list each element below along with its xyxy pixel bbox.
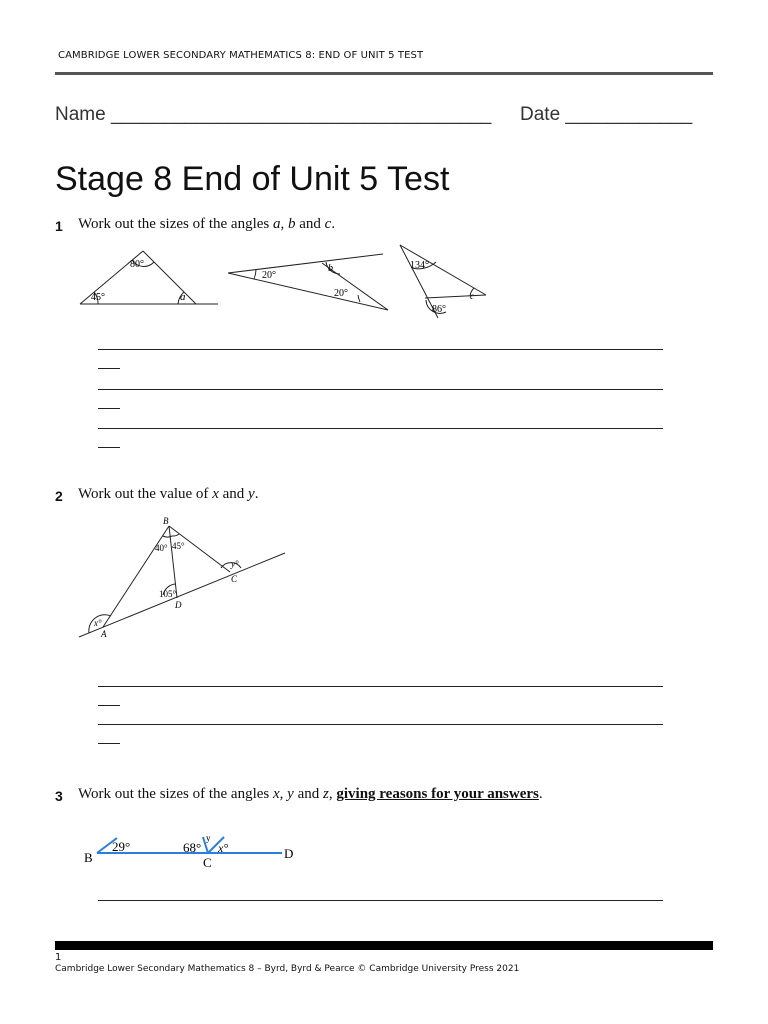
q2-label: A bbox=[101, 629, 107, 639]
question-2-diagram bbox=[75, 512, 290, 642]
date-label: Date bbox=[520, 104, 561, 125]
answer-line[interactable] bbox=[98, 349, 663, 350]
q3-label: y bbox=[206, 833, 211, 843]
q1-var-b: b bbox=[288, 216, 296, 232]
answer-line[interactable] bbox=[98, 389, 663, 390]
date-field bbox=[520, 104, 692, 126]
q1-text-part: . bbox=[331, 216, 336, 232]
q3-text-part: . bbox=[538, 786, 543, 802]
name-blank[interactable]: ____________________________________ bbox=[110, 104, 492, 125]
q2-var-x: x bbox=[212, 486, 219, 502]
answer-line[interactable] bbox=[98, 686, 663, 687]
q2-text-part: and bbox=[218, 486, 249, 502]
q1-t2-arc-20 bbox=[254, 270, 256, 279]
q3-label: D bbox=[284, 846, 294, 861]
q3-label: B bbox=[84, 850, 93, 865]
question-1-diagrams bbox=[70, 240, 500, 325]
question-3-number: 3 bbox=[55, 788, 63, 804]
question-1-number: 1 bbox=[55, 218, 63, 234]
q3-label: 29° bbox=[112, 839, 131, 854]
answer-line[interactable] bbox=[98, 428, 663, 429]
q3-var-y: y bbox=[287, 786, 294, 802]
answer-line-continuation bbox=[98, 705, 120, 706]
q1-label: 20° bbox=[334, 288, 348, 299]
q1-label: 45° bbox=[91, 292, 105, 303]
q2-line-AB bbox=[103, 526, 169, 627]
q2-text-part: . bbox=[254, 486, 259, 502]
question-1-text bbox=[78, 216, 335, 233]
q1-t3-base bbox=[425, 295, 486, 298]
q2-arc-45 bbox=[172, 534, 179, 536]
q3-label: C bbox=[203, 855, 212, 870]
q1-t2-bottom bbox=[228, 273, 388, 310]
q1-var-a: a bbox=[273, 216, 281, 232]
q1-text-part: Work out the sizes of the angles bbox=[78, 216, 273, 232]
q1-text-part: , bbox=[280, 216, 288, 232]
question-3-text bbox=[78, 786, 543, 803]
q2-label: 40° bbox=[155, 543, 168, 553]
q1-label: 134° bbox=[410, 260, 429, 271]
q1-label: 20° bbox=[262, 270, 276, 281]
footer-bar bbox=[55, 941, 713, 950]
question-2-number: 2 bbox=[55, 488, 63, 504]
q2-label: 45° bbox=[172, 541, 185, 551]
q1-t2-arc-20b bbox=[358, 295, 360, 302]
q2-label: 105° bbox=[159, 589, 177, 599]
question-2-text bbox=[78, 486, 258, 503]
date-blank[interactable]: ____________ bbox=[565, 104, 693, 125]
q2-var-y: y bbox=[248, 486, 255, 502]
q2-label: D bbox=[175, 600, 182, 610]
q3-emphasis: giving reasons for your answers bbox=[336, 786, 539, 802]
q3-text-part: , bbox=[279, 786, 288, 802]
name-label: Name bbox=[55, 104, 106, 125]
q3-label: 68° bbox=[183, 840, 202, 855]
q1-label: 86° bbox=[432, 304, 446, 315]
running-header: CAMBRIDGE LOWER SECONDARY MATHEMATICS 8: END OF UNIT 5 TEST bbox=[58, 50, 424, 61]
q3-label: x° bbox=[218, 841, 229, 855]
answer-line-continuation bbox=[98, 743, 120, 744]
answer-line-continuation bbox=[98, 368, 120, 369]
q1-label: 80° bbox=[130, 259, 144, 270]
q2-base-line bbox=[79, 553, 285, 637]
q3-var-z: z bbox=[323, 786, 329, 802]
q2-label: B bbox=[163, 516, 169, 526]
q1-label: b bbox=[328, 263, 333, 274]
q1-label: a bbox=[180, 291, 186, 303]
answer-line-continuation bbox=[98, 408, 120, 409]
q2-label: y° bbox=[231, 559, 239, 569]
q1-label: c bbox=[470, 291, 474, 301]
q1-text-part: and bbox=[295, 216, 325, 232]
answer-line-continuation bbox=[98, 447, 120, 448]
page-number: 1 bbox=[55, 952, 62, 963]
q3-text-part: Work out the sizes of the angles bbox=[78, 786, 273, 802]
q2-label: x° bbox=[94, 618, 102, 628]
q3-text-part: , bbox=[328, 786, 337, 802]
q1-var-c: c bbox=[324, 216, 332, 232]
q1-t2-top bbox=[228, 254, 383, 273]
q1-triangle-2 bbox=[228, 254, 388, 310]
q3-text-part: and bbox=[293, 786, 324, 802]
q1-t1-right-side bbox=[143, 251, 196, 304]
name-field bbox=[55, 104, 491, 126]
q2-arc-40 bbox=[163, 536, 172, 537]
q2-text-part: Work out the value of bbox=[78, 486, 213, 502]
q3-var-x: x bbox=[273, 786, 280, 802]
page-title: Stage 8 End of Unit 5 Test bbox=[55, 160, 450, 198]
answer-line[interactable] bbox=[98, 724, 663, 725]
footer-credit: Cambridge Lower Secondary Mathematics 8 – Byrd, Byrd & Pearce © Cambridge University Press 2021 bbox=[55, 964, 520, 974]
q2-label: C bbox=[231, 574, 238, 584]
question-3-diagram bbox=[80, 830, 300, 872]
answer-line[interactable] bbox=[98, 900, 663, 901]
header-rule bbox=[55, 72, 713, 75]
